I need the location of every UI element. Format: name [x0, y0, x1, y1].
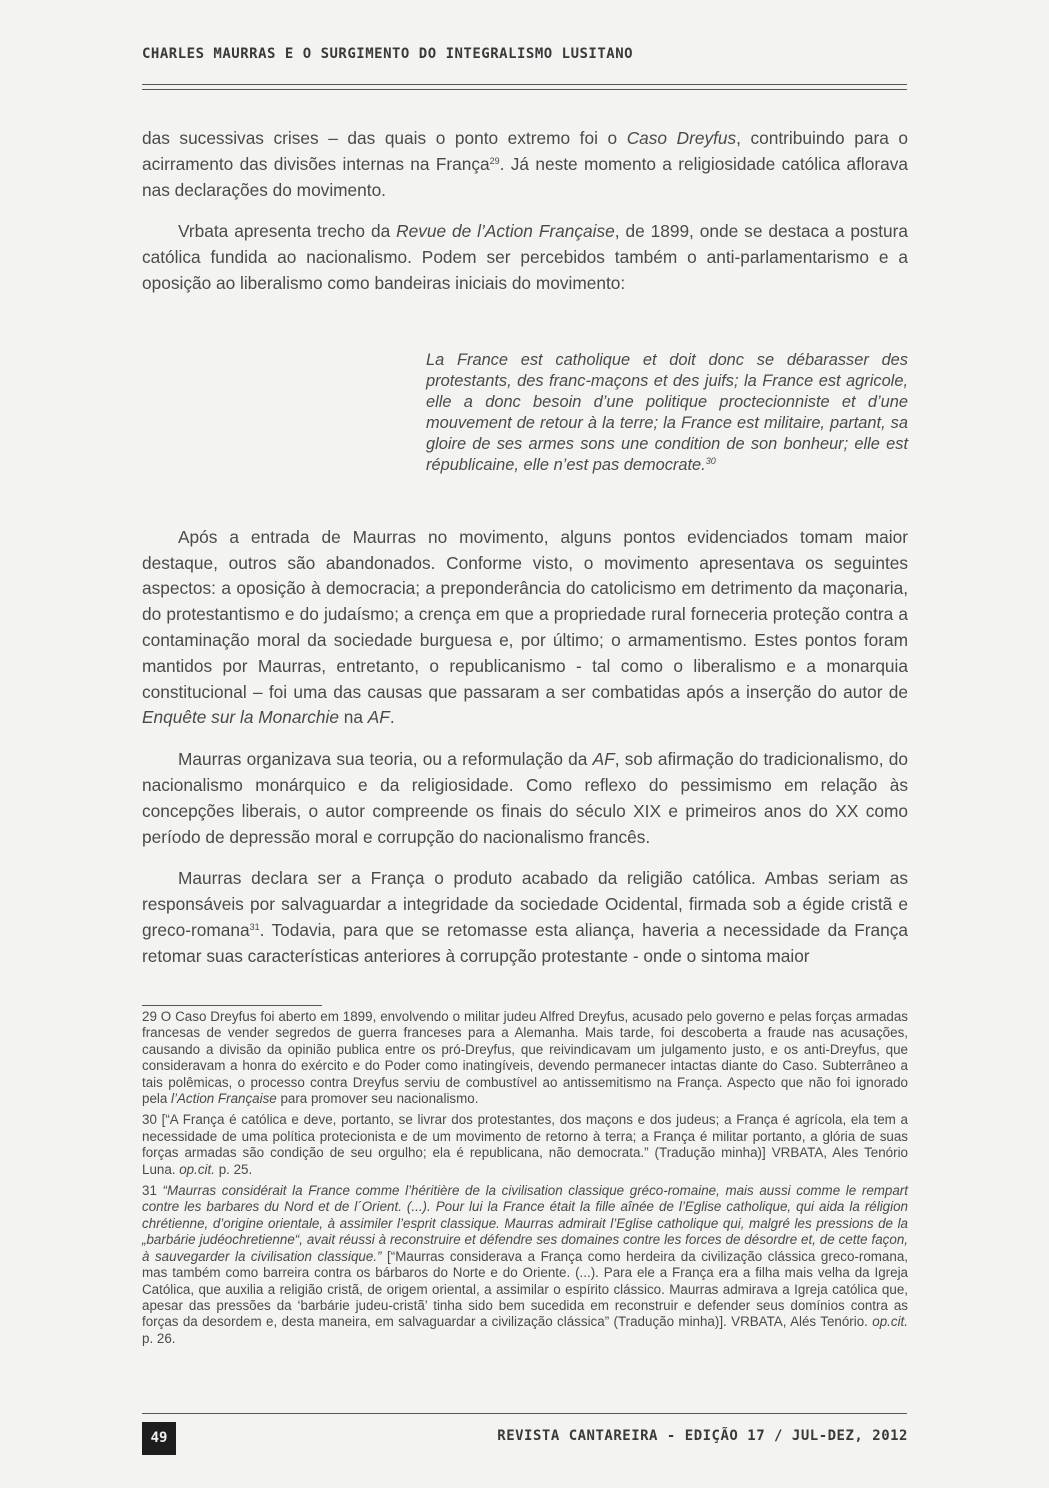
footnote-ref-30[interactable]: 30 [705, 456, 716, 466]
body-text [142, 126, 908, 970]
header-rule-top [142, 84, 907, 85]
paragraph-4: Maurras organizava sua teoria, ou a reformulação da AF, sob afirmação do tradicionalismo, do nacionalismo monárquico e da religiosidade. Como reflexo do pessimismo em relação às concepções liberais, o autor compreende os finais do século XIX e primeiros anos do XX como período de depressão moral e corrupção do nacionalismo francês. [142, 749, 908, 847]
footnote-separator [142, 1005, 322, 1006]
page-number: 49 [142, 1422, 176, 1455]
footer-rule [142, 1413, 907, 1414]
paragraph-1: das sucessivas crises – das quais o ponto extremo foi o Caso Dreyfus, contribuindo para o acirramento das divisões internas na França$^{29}$. Já neste momento a religiosidade católica aflorava nas declarações do movimento. [142, 128, 908, 200]
block-quote: La France est catholique et doit donc se débarasser des protestants, des franc-maçons et des juifs; la France est agricole, elle a donc besoin d’une politique proctecionniste et d’une mouvement de retour à la terre; la France est militaire, partant, sa gloire de ses armes sons une condition de son bonheur; elle est républicaine, elle n’est pas democrate.$^{30}$ [426, 351, 908, 474]
paragraph-3: Após a entrada de Maurras no movimento, alguns pontos evidenciados tomam maior destaque, outros são abandonados. Conforme visto, o movimento apresentava os seguintes aspectos: a oposição à democracia; a preponderância do catolicismo em detrimento da maçonaria, do protestantismo e do judaísmo; a crença em que a propriedade rural forneceria proteção contra a contaminação moral da sociedade burguesa e, por último; o armamentismo. Estes pontos foram mantidos por Maurras, entretanto, o republicanismo - tal como o liberalismo e a monarquia constitucional – foi uma das causas que passaram a ser combatidas após a inserção do autor de Enquête sur la Monarchie na AF. [142, 526, 908, 728]
footnote-ref-29[interactable]: 29 [489, 155, 500, 166]
paragraph-5: Maurras declara ser a França o produto acabado da religião católica. Ambas seriam as responsáveis por salvaguardar a integridade da sociedade Ocidental, firmada sob a égide cristã e greco-romana$^{31}$. Todavia, para que se retomasse esta aliança, haveria a necessidade da França retomar suas características anteriores à corrupção protestante - onde o sintoma maior [142, 868, 908, 966]
footnote-ref-31[interactable]: 31 [249, 921, 260, 932]
footnote-30: 30 [“A França é católica e deve, portanto, se livrar dos protestantes, dos maçons e dos judeus; a França é agrícola, ela tem a necessidade de uma política protecionista e de um movimento de retorno à terra; a França é militar portanto, a glória de suas forças armadas são condição de seu orgulho; ela é republicana, não democrata.” (Tradução minha)] VRBATA, Ales Tenório Luna. op.cit. p. 25. [142, 1112, 908, 1177]
header-rule-bottom [142, 89, 907, 90]
footnote-29: 29 O Caso Dreyfus foi aberto em 1899, envolvendo o militar judeu Alfred Dreyfus, acusado pelo governo e pelas forças armadas francesas de vender segredos de guerra franceses para a Alemanha. Mais tarde, foi descoberta a fraude nas acusações, causando a divisão da opinião publica entre os pró-Dreyfus, que reivindicavam um julgamento justo, e os anti-Dreyfus, que consideravam a honra do exército e do Poder como inatingíveis, devendo permanecer intactas diante do Caso. Subterrâneo a tais polêmicas, o processo contra Dreyfus serviu de combustível ao antissemitismo na França. Aspecto que não foi ignorado pela l’Action Française para promover seu nacionalismo. [142, 1009, 908, 1107]
journal-footer: REVISTA CANTAREIRA - EDIÇÃO 17 / JUL-DEZ, 2012 [497, 1428, 908, 1444]
running-header: CHARLES MAURRAS E O SURGIMENTO DO INTEGRALISMO LUSITANO [142, 46, 634, 62]
footnotes [142, 1009, 908, 1352]
paragraph-2: Vrbata apresenta trecho da Revue de l’Action Française, de 1899, onde se destaca a postura católica fundida ao nacionalismo. Podem ser percebidos também o anti-parlamentarismo e a oposição ao liberalismo como bandeiras iniciais do movimento: [142, 221, 909, 293]
footnote-31: 31 “Maurras considérait la France comme l’héritière de la civilisation classique gréco-romaine, mais aussi comme le rempart contre les barbares du Nord et de l´Orient. (...). Pour lui la France était la fille aînée de l’Eglise catholique, qui aida la réligion chrétienne, d’origine orientale, à assimiler l’esprit classique. Maurras admirait l’Eglise catholique qui, malgré les pressions de la „barbárie judéochretienne“, avait réussi à reconstruire et défendre ses domaines contre les forces de désordre et, de cette façon, à sauvegarder la civilisation classique.” [“Maurras considerava a França como herdeira da civilização clássica greco-romana, mas também como barreira contra os bárbaros do Norte e do Oriente. (...). Para ele a França era a filha mais velha da Igreja Católica, que auxilia a religião cristã, de origem oriental, a assimilar o espírito clássico. Maurras admirava a Igreja católica que, apesar das pressões da ‘barbárie judeu-cristã’ tinha sido bem sucedida em reconstruir e defender seus domínios contra as forças da desordem e, desta maneira, em salvaguardar a civilização clássica” (Tradução minha)]. VRBATA, Alés Tenório. op.cit. p. 26. [142, 1183, 908, 1346]
